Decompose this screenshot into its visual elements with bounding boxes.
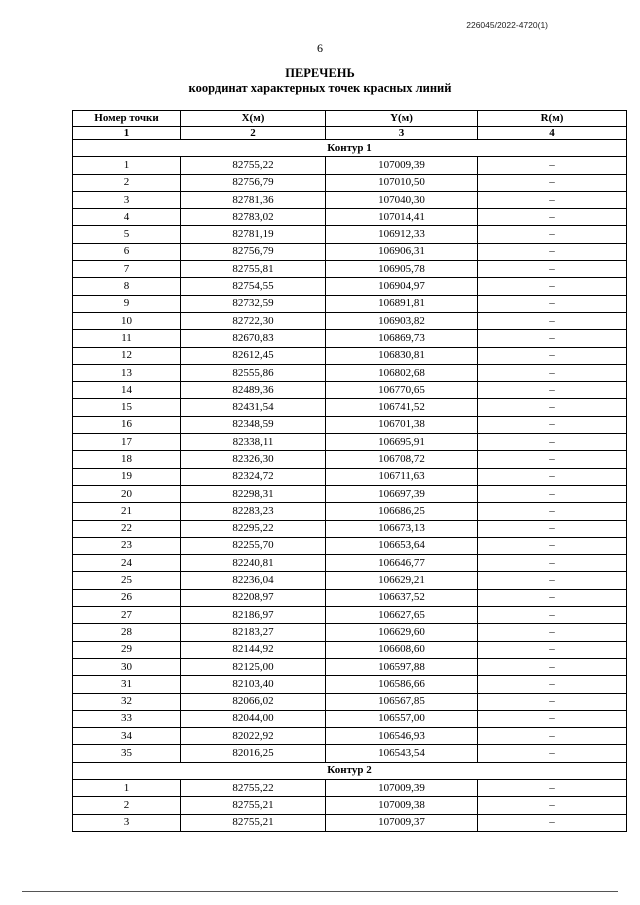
x-coordinate-cell: 82208,97	[181, 589, 326, 606]
r-value-cell: –	[478, 295, 627, 312]
x-coordinate-cell: 82756,79	[181, 243, 326, 260]
r-value-cell: –	[478, 607, 627, 624]
table-row	[73, 451, 627, 468]
r-value-cell: –	[478, 243, 627, 260]
table-row	[73, 728, 627, 745]
x-coordinate-cell: 82186,97	[181, 607, 326, 624]
y-coordinate-cell: 107010,50	[326, 174, 478, 191]
table-row	[73, 243, 627, 260]
contour-title: Контур 1	[73, 140, 627, 157]
y-coordinate-cell: 106701,38	[326, 416, 478, 433]
table-row	[73, 537, 627, 554]
y-coordinate-cell: 106695,91	[326, 434, 478, 451]
r-value-cell: –	[478, 209, 627, 226]
table-row	[73, 434, 627, 451]
y-coordinate-cell: 106686,25	[326, 503, 478, 520]
column-number: 1	[73, 127, 181, 140]
r-value-cell: –	[478, 589, 627, 606]
y-coordinate-cell: 107014,41	[326, 209, 478, 226]
column-number: 2	[181, 127, 326, 140]
point-number-cell: 16	[73, 416, 181, 433]
table-row	[73, 382, 627, 399]
point-number-cell: 18	[73, 451, 181, 468]
table-header	[73, 111, 627, 140]
x-coordinate-cell: 82755,22	[181, 779, 326, 796]
x-coordinate-cell: 82044,00	[181, 710, 326, 727]
x-coordinate-cell: 82125,00	[181, 658, 326, 675]
table-row	[73, 191, 627, 208]
table-row	[73, 174, 627, 191]
bottom-rule	[22, 891, 618, 892]
x-coordinate-cell: 82326,30	[181, 451, 326, 468]
point-number-cell: 22	[73, 520, 181, 537]
table-row	[73, 364, 627, 381]
table-row	[73, 157, 627, 174]
table-row	[73, 503, 627, 520]
y-coordinate-cell: 106830,81	[326, 347, 478, 364]
point-number-cell: 30	[73, 658, 181, 675]
x-coordinate-cell: 82722,30	[181, 312, 326, 329]
r-value-cell: –	[478, 174, 627, 191]
x-coordinate-cell: 82103,40	[181, 676, 326, 693]
r-value-cell: –	[478, 728, 627, 745]
x-coordinate-cell: 82324,72	[181, 468, 326, 485]
y-coordinate-cell: 106637,52	[326, 589, 478, 606]
point-number-cell: 5	[73, 226, 181, 243]
point-number-cell: 25	[73, 572, 181, 589]
y-coordinate-cell: 106906,31	[326, 243, 478, 260]
point-number-cell: 2	[73, 797, 181, 814]
point-number-cell: 29	[73, 641, 181, 658]
table-row	[73, 814, 627, 831]
point-number-cell: 11	[73, 330, 181, 347]
point-number-cell: 8	[73, 278, 181, 295]
r-value-cell: –	[478, 485, 627, 502]
r-value-cell: –	[478, 382, 627, 399]
table-row	[73, 520, 627, 537]
x-coordinate-cell: 82670,83	[181, 330, 326, 347]
r-value-cell: –	[478, 624, 627, 641]
y-coordinate-cell: 106904,97	[326, 278, 478, 295]
table-row	[73, 572, 627, 589]
page-number: 6	[317, 41, 323, 55]
table-row	[73, 779, 627, 796]
x-coordinate-cell: 82612,45	[181, 347, 326, 364]
column-header-x: X(м)	[181, 111, 326, 127]
r-value-cell: –	[478, 745, 627, 762]
y-coordinate-cell: 107009,38	[326, 797, 478, 814]
point-number-cell: 6	[73, 243, 181, 260]
point-number-cell: 1	[73, 157, 181, 174]
table-row	[73, 641, 627, 658]
document-code: 226045/2022-4720(1)	[466, 20, 548, 30]
point-number-cell: 23	[73, 537, 181, 554]
point-number-cell: 3	[73, 814, 181, 831]
r-value-cell: –	[478, 658, 627, 675]
table-row	[73, 347, 627, 364]
r-value-cell: –	[478, 814, 627, 831]
r-value-cell: –	[478, 710, 627, 727]
coordinates-table	[72, 110, 627, 832]
column-numbers-row	[73, 127, 627, 140]
y-coordinate-cell: 106697,39	[326, 485, 478, 502]
table-row	[73, 295, 627, 312]
r-value-cell: –	[478, 537, 627, 554]
r-value-cell: –	[478, 555, 627, 572]
r-value-cell: –	[478, 676, 627, 693]
x-coordinate-cell: 82236,04	[181, 572, 326, 589]
x-coordinate-cell: 82066,02	[181, 693, 326, 710]
point-number-cell: 31	[73, 676, 181, 693]
table-row	[73, 624, 627, 641]
table-row	[73, 209, 627, 226]
column-header-y: Y(м)	[326, 111, 478, 127]
point-number-cell: 17	[73, 434, 181, 451]
x-coordinate-cell: 82298,31	[181, 485, 326, 502]
x-coordinate-cell: 82755,21	[181, 797, 326, 814]
point-number-cell: 1	[73, 779, 181, 796]
x-coordinate-cell: 82183,27	[181, 624, 326, 641]
r-value-cell: –	[478, 330, 627, 347]
table-row	[73, 416, 627, 433]
y-coordinate-cell: 106646,77	[326, 555, 478, 572]
table-row	[73, 555, 627, 572]
x-coordinate-cell: 82755,22	[181, 157, 326, 174]
y-coordinate-cell: 106741,52	[326, 399, 478, 416]
x-coordinate-cell: 82144,92	[181, 641, 326, 658]
point-number-cell: 15	[73, 399, 181, 416]
r-value-cell: –	[478, 226, 627, 243]
r-value-cell: –	[478, 347, 627, 364]
x-coordinate-cell: 82240,81	[181, 555, 326, 572]
table-row	[73, 710, 627, 727]
column-number: 3	[326, 127, 478, 140]
column-header-r: R(м)	[478, 111, 627, 127]
r-value-cell: –	[478, 520, 627, 537]
y-coordinate-cell: 106653,64	[326, 537, 478, 554]
x-coordinate-cell: 82431,54	[181, 399, 326, 416]
point-number-cell: 33	[73, 710, 181, 727]
point-number-cell: 7	[73, 261, 181, 278]
y-coordinate-cell: 107009,39	[326, 779, 478, 796]
point-number-cell: 24	[73, 555, 181, 572]
table-row	[73, 485, 627, 502]
x-coordinate-cell: 82489,36	[181, 382, 326, 399]
x-coordinate-cell: 82295,22	[181, 520, 326, 537]
x-coordinate-cell: 82555,86	[181, 364, 326, 381]
point-number-cell: 32	[73, 693, 181, 710]
point-number-cell: 13	[73, 364, 181, 381]
x-coordinate-cell: 82348,59	[181, 416, 326, 433]
r-value-cell: –	[478, 779, 627, 796]
x-coordinate-cell: 82781,19	[181, 226, 326, 243]
y-coordinate-cell: 107009,37	[326, 814, 478, 831]
x-coordinate-cell: 82756,79	[181, 174, 326, 191]
table-body	[73, 140, 627, 832]
table-row	[73, 589, 627, 606]
table-row	[73, 797, 627, 814]
y-coordinate-cell: 107040,30	[326, 191, 478, 208]
column-header-point-number: Номер точки	[73, 111, 181, 127]
point-number-cell: 12	[73, 347, 181, 364]
x-coordinate-cell: 82783,02	[181, 209, 326, 226]
point-number-cell: 28	[73, 624, 181, 641]
y-coordinate-cell: 106708,72	[326, 451, 478, 468]
r-value-cell: –	[478, 416, 627, 433]
point-number-cell: 14	[73, 382, 181, 399]
y-coordinate-cell: 106627,65	[326, 607, 478, 624]
y-coordinate-cell: 106891,81	[326, 295, 478, 312]
x-coordinate-cell: 82338,11	[181, 434, 326, 451]
column-headers-row	[73, 111, 627, 127]
x-coordinate-cell: 82016,25	[181, 745, 326, 762]
y-coordinate-cell: 106597,88	[326, 658, 478, 675]
y-coordinate-cell: 106546,93	[326, 728, 478, 745]
point-number-cell: 3	[73, 191, 181, 208]
table-row	[73, 330, 627, 347]
r-value-cell: –	[478, 278, 627, 295]
table-row	[73, 693, 627, 710]
x-coordinate-cell: 82755,81	[181, 261, 326, 278]
table-row	[73, 399, 627, 416]
table-row	[73, 607, 627, 624]
y-coordinate-cell: 106586,66	[326, 676, 478, 693]
y-coordinate-cell: 106557,00	[326, 710, 478, 727]
r-value-cell: –	[478, 451, 627, 468]
y-coordinate-cell: 106629,21	[326, 572, 478, 589]
r-value-cell: –	[478, 503, 627, 520]
r-value-cell: –	[478, 157, 627, 174]
contour-title: Контур 2	[73, 762, 627, 779]
point-number-cell: 27	[73, 607, 181, 624]
y-coordinate-cell: 106629,60	[326, 624, 478, 641]
point-number-cell: 10	[73, 312, 181, 329]
y-coordinate-cell: 106543,54	[326, 745, 478, 762]
point-number-cell: 21	[73, 503, 181, 520]
contour-header-row	[73, 140, 627, 157]
y-coordinate-cell: 106912,33	[326, 226, 478, 243]
table-row	[73, 261, 627, 278]
table-row	[73, 658, 627, 675]
r-value-cell: –	[478, 191, 627, 208]
y-coordinate-cell: 106905,78	[326, 261, 478, 278]
x-coordinate-cell: 82754,55	[181, 278, 326, 295]
y-coordinate-cell: 107009,39	[326, 157, 478, 174]
point-number-cell: 26	[73, 589, 181, 606]
table-row	[73, 745, 627, 762]
point-number-cell: 34	[73, 728, 181, 745]
r-value-cell: –	[478, 797, 627, 814]
x-coordinate-cell: 82732,59	[181, 295, 326, 312]
r-value-cell: –	[478, 364, 627, 381]
point-number-cell: 2	[73, 174, 181, 191]
title-line-1: ПЕРЕЧЕНЬ	[285, 66, 355, 80]
x-coordinate-cell: 82283,23	[181, 503, 326, 520]
y-coordinate-cell: 106608,60	[326, 641, 478, 658]
y-coordinate-cell: 106567,85	[326, 693, 478, 710]
point-number-cell: 9	[73, 295, 181, 312]
r-value-cell: –	[478, 312, 627, 329]
x-coordinate-cell: 82022,92	[181, 728, 326, 745]
x-coordinate-cell: 82255,70	[181, 537, 326, 554]
r-value-cell: –	[478, 434, 627, 451]
r-value-cell: –	[478, 693, 627, 710]
column-number: 4	[478, 127, 627, 140]
point-number-cell: 35	[73, 745, 181, 762]
y-coordinate-cell: 106711,63	[326, 468, 478, 485]
table-row	[73, 226, 627, 243]
table-row	[73, 278, 627, 295]
x-coordinate-cell: 82755,21	[181, 814, 326, 831]
table-row	[73, 312, 627, 329]
y-coordinate-cell: 106770,65	[326, 382, 478, 399]
contour-header-row	[73, 762, 627, 779]
r-value-cell: –	[478, 572, 627, 589]
document-title	[0, 66, 640, 96]
r-value-cell: –	[478, 468, 627, 485]
r-value-cell: –	[478, 641, 627, 658]
r-value-cell: –	[478, 261, 627, 278]
point-number-cell: 4	[73, 209, 181, 226]
table-row	[73, 676, 627, 693]
y-coordinate-cell: 106802,68	[326, 364, 478, 381]
point-number-cell: 20	[73, 485, 181, 502]
x-coordinate-cell: 82781,36	[181, 191, 326, 208]
y-coordinate-cell: 106673,13	[326, 520, 478, 537]
y-coordinate-cell: 106903,82	[326, 312, 478, 329]
title-line-2: координат характерных точек красных линий	[188, 81, 452, 95]
r-value-cell: –	[478, 399, 627, 416]
point-number-cell: 19	[73, 468, 181, 485]
table-row	[73, 468, 627, 485]
y-coordinate-cell: 106869,73	[326, 330, 478, 347]
